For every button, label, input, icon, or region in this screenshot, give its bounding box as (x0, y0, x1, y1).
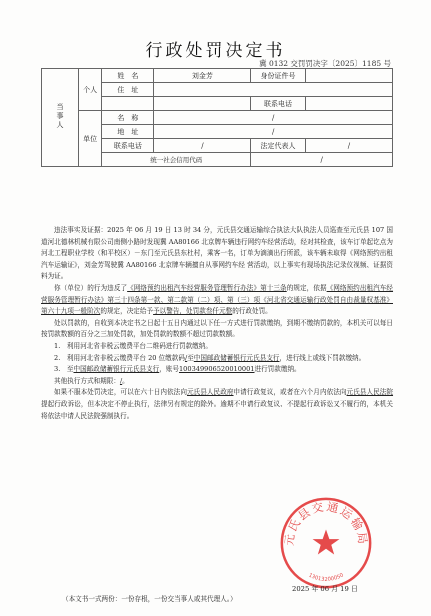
unit-label: 单位 (79, 111, 102, 167)
official-seal (278, 495, 374, 591)
phone-value (305, 97, 392, 111)
document-body (41, 225, 393, 422)
other-execution: 其他执行方式和期限：/。 (54, 376, 129, 385)
name-value: 刘金芳 (154, 69, 251, 83)
unit-name-label: 名 称 (102, 111, 154, 125)
review-rights: 如果不服本处罚决定，可以在六十日内依法向元氏县人民政府申请行政复议，或者在六个月内依法向元氏县人民法院提起行政诉讼，但本决定不停止执行，法律另有规定的除外。逾期不申请行政复议、不提起行政诉讼又不履行的，本机关将依法申请人民法院强制执行。 (41, 388, 394, 420)
penalty-decision: 你（单位）的行为违反了《网络预约出租汽车经营服务管理暂行办法》第十三条的规定，依据《网络预约出租汽车经营服务管理暂行办法》第三十四条第一款、第二款第（二）项、第（三）项《河北省交通运输行政处罚自由裁量权基准》第六十九项一般阶次的规定，决定给予予以警告，处罚款叁仟元整的行政处罚。 (41, 283, 394, 316)
id-value (305, 69, 392, 83)
unit-phone-value: / (154, 139, 251, 153)
document-number: 冀 0132 交罚罚决字〔2025〕1185 号 (259, 59, 391, 68)
legal-rep-value: / (305, 139, 392, 153)
individual-label: 个人 (79, 69, 102, 111)
issue-date: 2025 年 06 月 19 日 (292, 585, 358, 593)
address-label: 住 址 (102, 83, 154, 97)
unit-address-label: 地 址 (102, 125, 154, 139)
credit-code-value: / (251, 153, 393, 167)
unit-phone-label: 联系电话 (102, 139, 154, 153)
id-label: 身份证件号 (251, 69, 305, 83)
document-footer: （本文书一式两份：一份存根，一份交当事人或其代理人。） (62, 595, 237, 603)
seal-star-icon (313, 530, 340, 555)
payment-method-1: 1. 利用河北省非税云缴费平台二维码进行罚款缴纳。 (54, 341, 212, 350)
payment-method-2: 2. 利用河北省非税云缴费平台 20 位缴款码/至中国邮政储蓄银行元氏县支行，进行线上或线下罚款缴纳。 (54, 353, 366, 362)
name-label: 姓 名 (102, 69, 154, 83)
svg-text:13013200050: 13013200050 (307, 572, 345, 583)
violation-facts: 违法事实及证据：2025 年 06 月 19 日 13 时 34 分，元氏县交通运输综合执法大队执法人员巡查至元氏县 107 国道河北德林机械有限公司南侧小路时发现冀 AA80166 北京牌车辆违行网约车经营活动，经对其检查，该车订单起讫点为河北工程职业学校（和平校区）－东门至元氏县东杜村，乘客一名，订单为滴滴出行所派，该车辆未取得《网络预约出租汽车运输证》，刘金芳驾驶冀 AA80166 北京牌车辆擅自从事网约车经 营活动，以上事实有现场执法记录仪视频、证据资料为证。 (41, 226, 393, 281)
legal-rep-label: 法定代表人 (251, 139, 305, 153)
party-info-table (41, 68, 393, 167)
credit-code-label: 统一社会信用代码 (102, 153, 251, 167)
unit-name-value: / (154, 111, 393, 125)
party-label-cell: 当事人 (42, 69, 79, 167)
document-title: 行政处罚决定书 (145, 41, 286, 61)
payment-instructions: 处以罚款的，自收到本决定书之日起十五日内通过以下任一方式进行罚款缴纳，到期不缴纳罚款的，本机关可以每日按罚款数额的百分之三加处罚款，加处罚款的数额不超过罚款数额。 (41, 318, 393, 339)
unit-address-value: / (154, 125, 393, 139)
svg-text:元氏县交通运输局: 元氏县交通运输局 (281, 499, 371, 547)
payment-method-3: 3. 至中国邮政储蓄银行元氏县支行，账号100349906520010001进行罚款缴纳。 (54, 365, 301, 374)
address-value (154, 83, 393, 97)
phone-label: 联系电话 (251, 97, 305, 111)
